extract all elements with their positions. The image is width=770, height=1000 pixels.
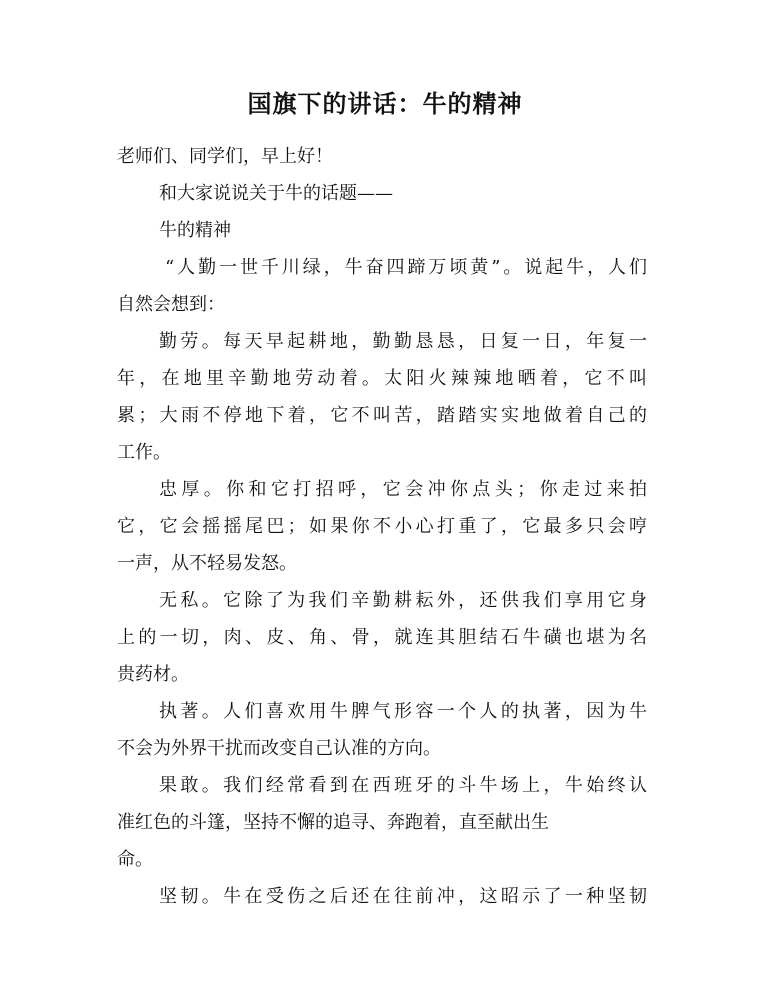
text-line: 果敢。我们经常看到在西班牙的斗牛场上，牛始终认 (159, 775, 647, 796)
text-line: 牛的精神 (159, 220, 231, 241)
text-line: 自然会想到： (117, 294, 225, 315)
text-line: 无私。它除了为我们辛勤耕耘外，还供我们享用它身 (159, 590, 647, 611)
text-line: 不会为外界干扰而改变自己认准的方向。 (117, 738, 441, 759)
document-body (117, 138, 647, 915)
text-line: 工作。 (117, 442, 171, 463)
text-line: 执著。人们喜欢用牛脾气形容一个人的执著，因为牛 (159, 701, 647, 722)
text-line: 上的一切，肉、皮、角、骨，就连其胆结石牛磺也堪为名 (117, 627, 647, 648)
text-line: 贵药材。 (117, 664, 189, 685)
document-title: 国旗下的讲话：牛的精神 (247, 90, 523, 118)
text-line: 准红色的斗篷，坚持不懈的追寻、奔跑着，直至献出生 (117, 812, 549, 833)
text-line: 勤劳。每天早起耕地，勤勤恳恳，日复一日，年复一 (159, 331, 647, 352)
text-line: 坚韧。牛在受伤之后还在往前冲，这昭示了一种坚韧 (159, 886, 647, 907)
text-line: 它，它会摇摇尾巴；如果你不小心打重了，它最多只会哼 (117, 516, 647, 537)
text-line: 累；大雨不停地下着，它不叫苦，踏踏实实地做着自己的 (117, 405, 647, 426)
text-line: 老师们、同学们，早上好！ (117, 146, 333, 167)
text-line: 命。 (117, 849, 153, 870)
text-line: 忠厚。你和它打招呼，它会冲你点头；你走过来拍 (159, 479, 647, 500)
text-line: 一声，从不轻易发怒。 (117, 553, 297, 574)
text-line: “人勤一世千川绿，牛奋四蹄万顷黄”。说起牛，人们 (165, 257, 647, 278)
text-line: 年，在地里辛勤地劳动着。太阳火辣辣地晒着，它不叫 (117, 368, 647, 389)
text-line: 和大家说说关于牛的话题—— (159, 183, 393, 204)
